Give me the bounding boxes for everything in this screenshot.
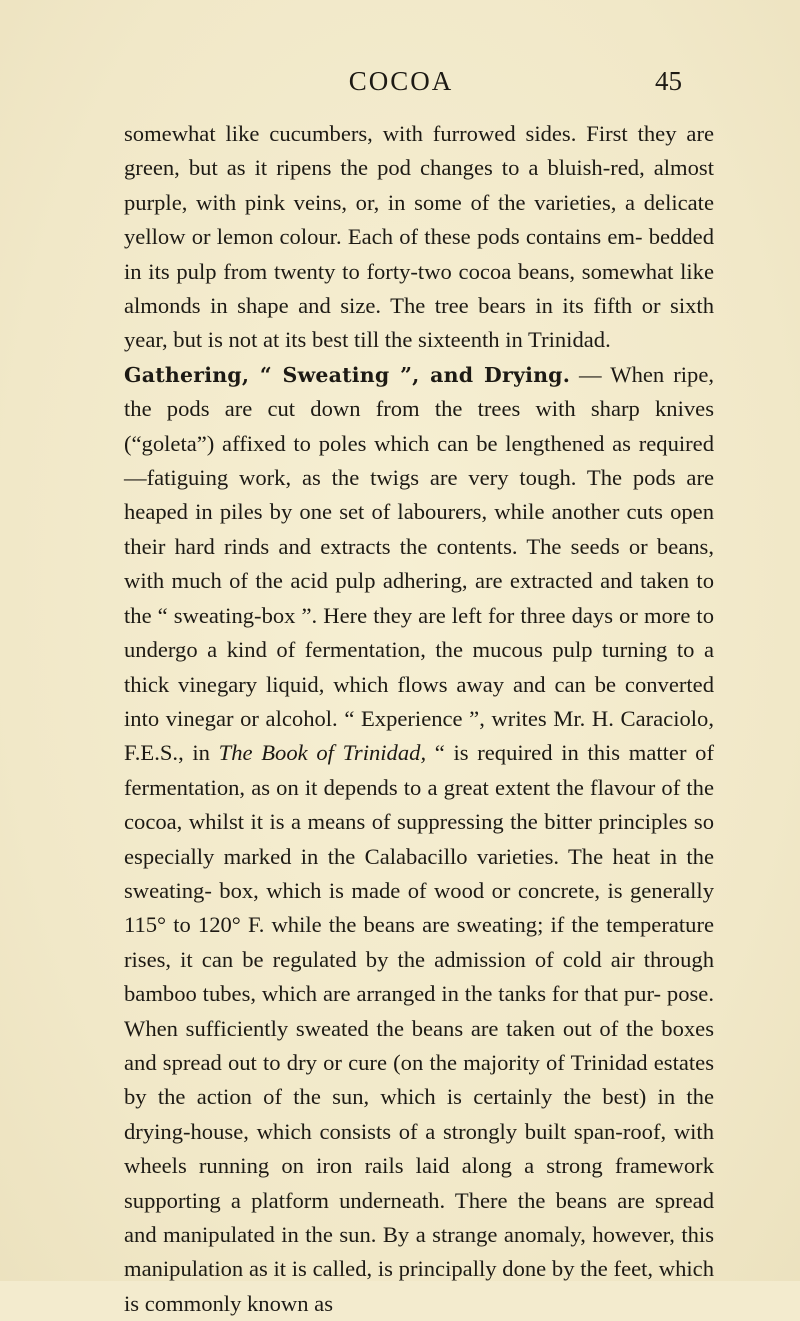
paragraph-gathering <box>124 358 714 1321</box>
running-header <box>120 66 682 100</box>
book-title: The Book of Trinidad, <box>218 740 427 766</box>
paragraph-pod-description: somewhat like cucumbers, with furrowed sides. First they are green, but as it ripens the pod changes to a bluish-red, almost purple, with pink veins, or, in some of the varieties, a delicate yellow or lemon colour. Each of these pods contains em- bedded in its pulp from twenty to forty-two cocoa beans, somewhat like almonds in shape and size. The tree bears in its fifth or sixth year, but is not at its best till the sixteenth in Trinidad. <box>124 121 714 353</box>
body-text <box>124 117 714 1321</box>
running-title: COCOA <box>348 66 454 96</box>
paragraph-text-part: — When ripe, the pods are cut down from the trees with sharp knives (“goleta”) affixed to poles which can be lengthened as required—fatiguing work, as the twigs are very tough. The pods are heaped in piles by one set of labourers, while another cuts open their hard rinds and extracts the contents. The seeds or beans, with much of the acid pulp adhering, are extracted and taken to the “ sweating-box ”. Here they are left for three days or more to undergo a kind of fermentation, the mucous pulp turning to a thick vinegary liquid, which flows away and can be converted into vinegar or alcohol. “ Experience ”, writes Mr. H. Caraciolo, F.E.S., in <box>124 361 714 766</box>
paragraph-text-part: “ is required in this matter of fermentation, as on it depends to a great extent the flavour of the cocoa, whilst it is a means of suppressing the bitter principles so especially marked in the Calabacillo varieties. The heat in the sweating- box, which is made of wood or concrete, is generally 115° to 120° F. while the beans are sweating; if the temperature rises, it can be regulated by the admission of cold air through bamboo tubes, which are arranged in the tanks for that pur- pose. When sufficiently sweated the beans are taken out of the boxes and spread out to dry or cure (on the majority of Trinidad estates by the action of the sun, which is certainly the best) in the drying-house, which consists of a strongly built span-roof, with wheels running on iron rails laid along a strong framework supporting a platform underneath. There the beans are spread and manipulated in the sun. By a strange anomaly, however, this manipulation as it is called, is principally done by the feet, which is commonly known as <box>124 740 714 1316</box>
section-heading: Gathering, “ Sweating ”, and Drying. <box>124 362 571 387</box>
page-number: 45 <box>655 66 682 96</box>
